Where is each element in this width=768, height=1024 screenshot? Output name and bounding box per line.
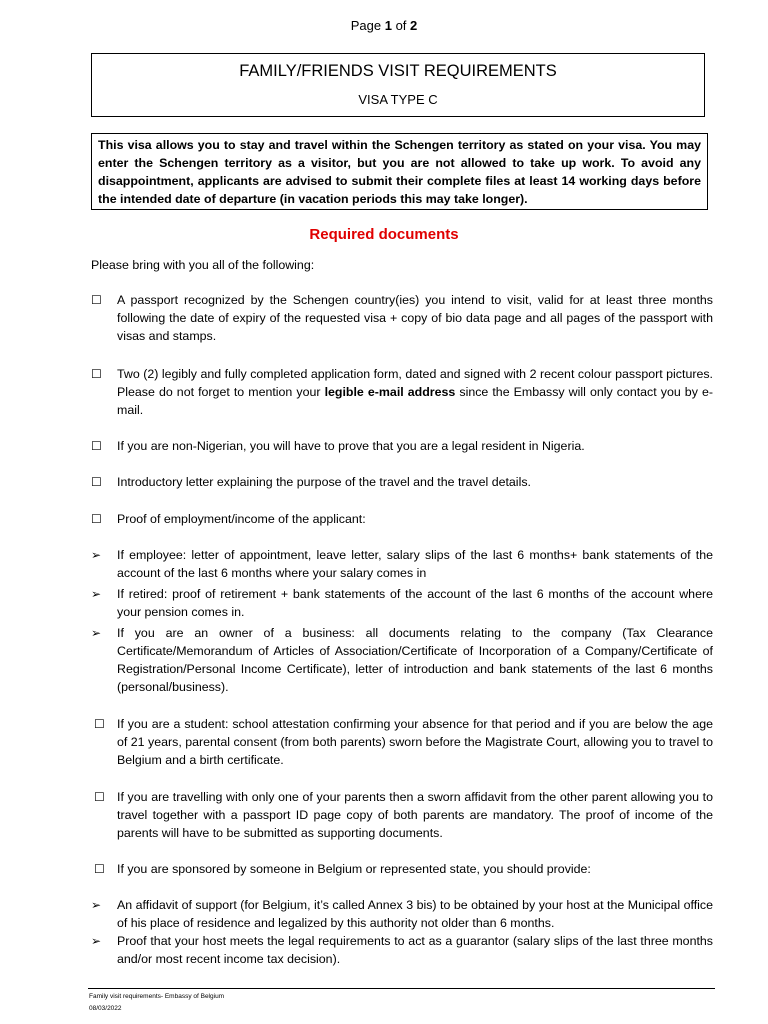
footer-date: 08/03/2022 <box>89 1005 122 1012</box>
footer-title: Family visit requirements- Embassy of Belgium <box>89 993 225 1000</box>
checkbox-icon: ☐ <box>91 293 102 307</box>
item-employee: ➢ If employee: letter of appointment, leave letter, salary slips of the last 6 months+ bank statements of the account of the last 6 months where your salary comes in <box>91 548 713 580</box>
arrow-bullet-icon: ➢ <box>91 548 102 562</box>
checkbox-icon: ☐ <box>94 790 105 804</box>
document-title: FAMILY/FRIENDS VISIT REQUIREMENTS <box>239 62 557 80</box>
page-number: Page 1 of 2 <box>350 18 418 33</box>
item-student: ☐ If you are a student: school attestation confirming your absence for that period and if you are below the age of 21 years, parental consent (from both parents) sworn before the Magistrate Court, allowing you to travel to Belgium and a birth certificate. <box>94 717 713 767</box>
item-introductory-letter: ☐ Introductory letter explaining the purpose of the travel and the travel details. <box>91 475 531 489</box>
footer-divider <box>88 988 715 989</box>
item-one-parent: ☐ If you are travelling with only one of your parents then a sworn affidavit from the other parent allowing you to travel together with a passport ID page copy of both parents are mandatory. The proof of income of the parents will have to be submitted as supporting documents. <box>94 790 713 840</box>
arrow-bullet-icon: ➢ <box>91 626 102 640</box>
title-box <box>91 53 705 117</box>
item-retired: ➢ If retired: proof of retirement + bank statements of the account of the last 6 months of the account where your pension comes in. <box>91 587 713 619</box>
arrow-bullet-icon: ➢ <box>91 587 102 601</box>
item-employment-proof: ☐ Proof of employment/income of the applicant: <box>91 512 366 526</box>
arrow-bullet-icon: ➢ <box>91 934 102 948</box>
checkbox-icon: ☐ <box>94 862 105 876</box>
item-business-owner: ➢ If you are an owner of a business: all documents relating to the company (Tax Clearance Certificate/Memorandum of Articles of Association/Certificate of Incorporation of a Company/Certificate of Registration/Personal Income Certificate), letter of introduction and bank statements of the last 6 months (personal/business). <box>91 626 713 694</box>
arrow-bullet-icon: ➢ <box>91 898 102 912</box>
checkbox-icon: ☐ <box>91 367 102 381</box>
item-non-nigerian: ☐ If you are non-Nigerian, you will have to prove that you are a legal resident in Nigeria. <box>91 439 585 453</box>
visa-type: VISA TYPE C <box>358 92 438 107</box>
item-host-proof: ➢ Proof that your host meets the legal requirements to act as a guarantor (salary slips of the last three months and/or most recent income tax decision). <box>91 934 713 966</box>
required-documents-heading: Required documents <box>309 226 459 243</box>
item-sponsored: ☐ If you are sponsored by someone in Belgium or represented state, you should provide: <box>94 862 591 876</box>
checkbox-icon: ☐ <box>91 475 102 489</box>
item-application-form: ☐ Two (2) legibly and fully completed application form, dated and signed with 2 recent colour passport pictures. Please do not forget to mention your legible e-mail address since the Embassy will only contact you by e-mail. <box>91 367 713 417</box>
intro-notice: This visa allows you to stay and travel within the Schengen territory as stated on your visa. You may enter the Schengen territory as a visitor, but you are not allowed to take up work. To avoid any disappointment, applicants are advised to submit their complete files at least 14 working days before the intended date of departure (in vacation periods this may take longer). <box>91 133 708 210</box>
item-passport: ☐ A passport recognized by the Schengen country(ies) you intend to visit, valid for at least three months following the date of expiry of the requested visa + copy of bio data page and all pages of the passport with visas and stamps. <box>91 293 713 343</box>
item-affidavit: ➢ An affidavit of support (for Belgium, it’s called Annex 3 bis) to be obtained by your host at the Municipal office of his place of residence and legalized by this authority not older than 6 months. <box>91 898 713 930</box>
checkbox-icon: ☐ <box>94 717 105 731</box>
checkbox-icon: ☐ <box>91 512 102 526</box>
checkbox-icon: ☐ <box>91 439 102 453</box>
lead-text: Please bring with you all of the following: <box>91 258 315 272</box>
